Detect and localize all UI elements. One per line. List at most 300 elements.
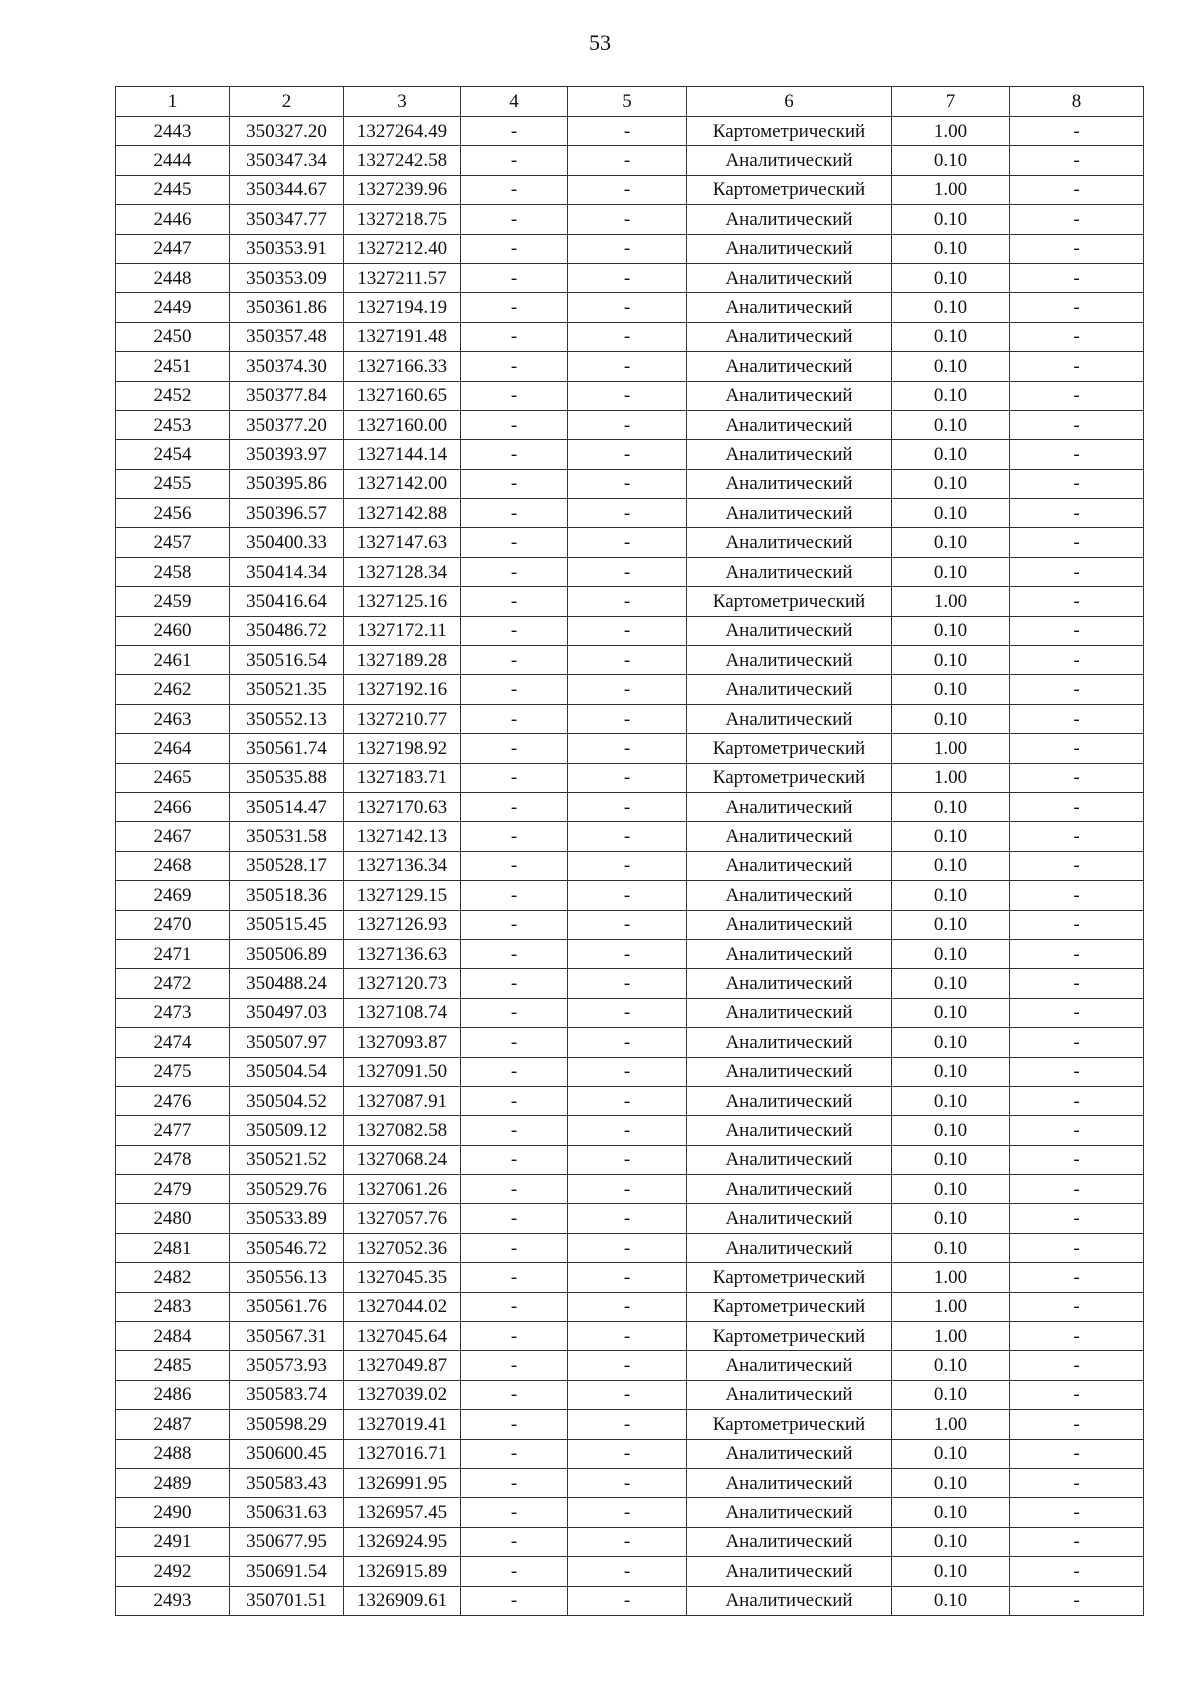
column-5-cell: - bbox=[568, 293, 687, 322]
accuracy-cell: 1.00 bbox=[892, 1292, 1010, 1321]
accuracy-cell: 0.10 bbox=[892, 675, 1010, 704]
y-coordinate-cell: 1327125.16 bbox=[344, 587, 461, 616]
table-row bbox=[116, 1351, 1144, 1380]
column-5-cell: - bbox=[568, 969, 687, 998]
x-coordinate-cell: 350600.45 bbox=[230, 1439, 344, 1468]
column-4-cell: - bbox=[461, 1116, 568, 1145]
column-4-cell: - bbox=[461, 1380, 568, 1409]
accuracy-cell: 0.10 bbox=[892, 1351, 1010, 1380]
column-4-cell: - bbox=[461, 1498, 568, 1527]
x-coordinate-cell: 350361.86 bbox=[230, 293, 344, 322]
column-5-cell: - bbox=[568, 1557, 687, 1586]
column-4-cell: - bbox=[461, 1410, 568, 1439]
point-number-cell: 2444 bbox=[116, 146, 230, 175]
y-coordinate-cell: 1327049.87 bbox=[344, 1351, 461, 1380]
column-8-cell: - bbox=[1010, 646, 1144, 675]
table-row bbox=[116, 1292, 1144, 1321]
column-5-cell: - bbox=[568, 998, 687, 1027]
x-coordinate-cell: 350414.34 bbox=[230, 557, 344, 586]
table-row bbox=[116, 528, 1144, 557]
column-4-cell: - bbox=[461, 1028, 568, 1057]
method-cell: Картометрический bbox=[687, 1322, 892, 1351]
column-4-cell: - bbox=[461, 1322, 568, 1351]
accuracy-cell: 0.10 bbox=[892, 1028, 1010, 1057]
method-cell: Аналитический bbox=[687, 1498, 892, 1527]
method-cell: Аналитический bbox=[687, 910, 892, 939]
column-8-cell: - bbox=[1010, 1175, 1144, 1204]
method-cell: Картометрический bbox=[687, 1410, 892, 1439]
x-coordinate-cell: 350561.74 bbox=[230, 734, 344, 763]
y-coordinate-cell: 1327218.75 bbox=[344, 205, 461, 234]
table-row bbox=[116, 616, 1144, 645]
column-8-cell: - bbox=[1010, 763, 1144, 792]
y-coordinate-cell: 1327144.14 bbox=[344, 440, 461, 469]
table-row bbox=[116, 381, 1144, 410]
method-cell: Аналитический bbox=[687, 205, 892, 234]
table-row bbox=[116, 1586, 1144, 1615]
column-5-cell: - bbox=[568, 1116, 687, 1145]
y-coordinate-cell: 1327170.63 bbox=[344, 792, 461, 821]
x-coordinate-cell: 350395.86 bbox=[230, 469, 344, 498]
column-4-cell: - bbox=[461, 263, 568, 292]
column-4-cell: - bbox=[461, 910, 568, 939]
y-coordinate-cell: 1327172.11 bbox=[344, 616, 461, 645]
column-5-cell: - bbox=[568, 587, 687, 616]
table-row bbox=[116, 1057, 1144, 1086]
column-4-cell: - bbox=[461, 499, 568, 528]
table-row bbox=[116, 998, 1144, 1027]
column-4-cell: - bbox=[461, 1439, 568, 1468]
column-4-cell: - bbox=[461, 1057, 568, 1086]
point-number-cell: 2465 bbox=[116, 763, 230, 792]
y-coordinate-cell: 1327039.02 bbox=[344, 1380, 461, 1409]
column-5-cell: - bbox=[568, 792, 687, 821]
column-header: 6 bbox=[687, 87, 892, 117]
y-coordinate-cell: 1327052.36 bbox=[344, 1233, 461, 1262]
column-8-cell: - bbox=[1010, 528, 1144, 557]
accuracy-cell: 0.10 bbox=[892, 352, 1010, 381]
method-cell: Картометрический bbox=[687, 1263, 892, 1292]
point-number-cell: 2451 bbox=[116, 352, 230, 381]
x-coordinate-cell: 350583.74 bbox=[230, 1380, 344, 1409]
method-cell: Аналитический bbox=[687, 1175, 892, 1204]
column-4-cell: - bbox=[461, 763, 568, 792]
column-8-cell: - bbox=[1010, 998, 1144, 1027]
x-coordinate-cell: 350374.30 bbox=[230, 352, 344, 381]
y-coordinate-cell: 1327136.34 bbox=[344, 851, 461, 880]
column-5-cell: - bbox=[568, 352, 687, 381]
x-coordinate-cell: 350327.20 bbox=[230, 117, 344, 146]
column-4-cell: - bbox=[461, 587, 568, 616]
method-cell: Аналитический bbox=[687, 1028, 892, 1057]
accuracy-cell: 0.10 bbox=[892, 616, 1010, 645]
column-8-cell: - bbox=[1010, 1233, 1144, 1262]
column-4-cell: - bbox=[461, 528, 568, 557]
method-cell: Картометрический bbox=[687, 734, 892, 763]
column-5-cell: - bbox=[568, 646, 687, 675]
column-8-cell: - bbox=[1010, 851, 1144, 880]
column-header: 4 bbox=[461, 87, 568, 117]
column-4-cell: - bbox=[461, 1351, 568, 1380]
accuracy-cell: 0.10 bbox=[892, 1468, 1010, 1497]
method-cell: Аналитический bbox=[687, 704, 892, 733]
x-coordinate-cell: 350497.03 bbox=[230, 998, 344, 1027]
accuracy-cell: 0.10 bbox=[892, 1233, 1010, 1262]
x-coordinate-cell: 350416.64 bbox=[230, 587, 344, 616]
column-4-cell: - bbox=[461, 469, 568, 498]
y-coordinate-cell: 1327198.92 bbox=[344, 734, 461, 763]
table-row bbox=[116, 1233, 1144, 1262]
column-5-cell: - bbox=[568, 1145, 687, 1174]
y-coordinate-cell: 1327194.19 bbox=[344, 293, 461, 322]
accuracy-cell: 0.10 bbox=[892, 440, 1010, 469]
table-row bbox=[116, 1468, 1144, 1497]
column-8-cell: - bbox=[1010, 734, 1144, 763]
column-8-cell: - bbox=[1010, 381, 1144, 410]
accuracy-cell: 0.10 bbox=[892, 1086, 1010, 1115]
x-coordinate-cell: 350521.52 bbox=[230, 1145, 344, 1174]
point-number-cell: 2468 bbox=[116, 851, 230, 880]
method-cell: Аналитический bbox=[687, 822, 892, 851]
column-8-cell: - bbox=[1010, 1145, 1144, 1174]
table-row bbox=[116, 1527, 1144, 1556]
accuracy-cell: 0.10 bbox=[892, 881, 1010, 910]
accuracy-cell: 0.10 bbox=[892, 1527, 1010, 1556]
x-coordinate-cell: 350561.76 bbox=[230, 1292, 344, 1321]
accuracy-cell: 0.10 bbox=[892, 822, 1010, 851]
column-8-cell: - bbox=[1010, 969, 1144, 998]
column-5-cell: - bbox=[568, 1057, 687, 1086]
accuracy-cell: 0.10 bbox=[892, 528, 1010, 557]
point-number-cell: 2470 bbox=[116, 910, 230, 939]
y-coordinate-cell: 1327093.87 bbox=[344, 1028, 461, 1057]
accuracy-cell: 0.10 bbox=[892, 1439, 1010, 1468]
column-4-cell: - bbox=[461, 1175, 568, 1204]
point-number-cell: 2486 bbox=[116, 1380, 230, 1409]
table-row bbox=[116, 587, 1144, 616]
accuracy-cell: 0.10 bbox=[892, 410, 1010, 439]
column-8-cell: - bbox=[1010, 1380, 1144, 1409]
x-coordinate-cell: 350347.34 bbox=[230, 146, 344, 175]
column-4-cell: - bbox=[461, 675, 568, 704]
column-5-cell: - bbox=[568, 1527, 687, 1556]
x-coordinate-cell: 350516.54 bbox=[230, 646, 344, 675]
y-coordinate-cell: 1327108.74 bbox=[344, 998, 461, 1027]
table-row bbox=[116, 175, 1144, 204]
method-cell: Аналитический bbox=[687, 440, 892, 469]
column-5-cell: - bbox=[568, 1586, 687, 1615]
point-number-cell: 2490 bbox=[116, 1498, 230, 1527]
table-row bbox=[116, 117, 1144, 146]
column-8-cell: - bbox=[1010, 1498, 1144, 1527]
column-4-cell: - bbox=[461, 381, 568, 410]
column-8-cell: - bbox=[1010, 1557, 1144, 1586]
accuracy-cell: 0.10 bbox=[892, 1204, 1010, 1233]
column-8-cell: - bbox=[1010, 1057, 1144, 1086]
column-4-cell: - bbox=[461, 792, 568, 821]
column-8-cell: - bbox=[1010, 1116, 1144, 1145]
column-8-cell: - bbox=[1010, 1410, 1144, 1439]
column-4-cell: - bbox=[461, 1557, 568, 1586]
method-cell: Аналитический bbox=[687, 969, 892, 998]
table-row bbox=[116, 263, 1144, 292]
method-cell: Аналитический bbox=[687, 1586, 892, 1615]
column-8-cell: - bbox=[1010, 322, 1144, 351]
y-coordinate-cell: 1326915.89 bbox=[344, 1557, 461, 1586]
column-8-cell: - bbox=[1010, 1351, 1144, 1380]
point-number-cell: 2492 bbox=[116, 1557, 230, 1586]
column-5-cell: - bbox=[568, 440, 687, 469]
y-coordinate-cell: 1327045.64 bbox=[344, 1322, 461, 1351]
column-8-cell: - bbox=[1010, 675, 1144, 704]
column-5-cell: - bbox=[568, 234, 687, 263]
column-5-cell: - bbox=[568, 322, 687, 351]
method-cell: Аналитический bbox=[687, 1116, 892, 1145]
accuracy-cell: 0.10 bbox=[892, 1116, 1010, 1145]
x-coordinate-cell: 350701.51 bbox=[230, 1586, 344, 1615]
point-number-cell: 2481 bbox=[116, 1233, 230, 1262]
y-coordinate-cell: 1327183.71 bbox=[344, 763, 461, 792]
y-coordinate-cell: 1327045.35 bbox=[344, 1263, 461, 1292]
table-row bbox=[116, 234, 1144, 263]
method-cell: Аналитический bbox=[687, 263, 892, 292]
column-5-cell: - bbox=[568, 1233, 687, 1262]
column-header: 8 bbox=[1010, 87, 1144, 117]
method-cell: Аналитический bbox=[687, 1351, 892, 1380]
column-5-cell: - bbox=[568, 1351, 687, 1380]
accuracy-cell: 0.10 bbox=[892, 381, 1010, 410]
column-4-cell: - bbox=[461, 234, 568, 263]
column-4-cell: - bbox=[461, 410, 568, 439]
column-4-cell: - bbox=[461, 117, 568, 146]
accuracy-cell: 0.10 bbox=[892, 939, 1010, 968]
accuracy-cell: 0.10 bbox=[892, 704, 1010, 733]
column-header: 1 bbox=[116, 87, 230, 117]
method-cell: Аналитический bbox=[687, 1086, 892, 1115]
column-5-cell: - bbox=[568, 734, 687, 763]
method-cell: Аналитический bbox=[687, 557, 892, 586]
x-coordinate-cell: 350488.24 bbox=[230, 969, 344, 998]
accuracy-cell: 1.00 bbox=[892, 1322, 1010, 1351]
column-8-cell: - bbox=[1010, 910, 1144, 939]
y-coordinate-cell: 1327120.73 bbox=[344, 969, 461, 998]
x-coordinate-cell: 350531.58 bbox=[230, 822, 344, 851]
column-4-cell: - bbox=[461, 1468, 568, 1497]
y-coordinate-cell: 1327264.49 bbox=[344, 117, 461, 146]
accuracy-cell: 0.10 bbox=[892, 1380, 1010, 1409]
point-number-cell: 2454 bbox=[116, 440, 230, 469]
point-number-cell: 2477 bbox=[116, 1116, 230, 1145]
column-5-cell: - bbox=[568, 822, 687, 851]
column-8-cell: - bbox=[1010, 263, 1144, 292]
column-4-cell: - bbox=[461, 1263, 568, 1292]
column-5-cell: - bbox=[568, 1204, 687, 1233]
point-number-cell: 2471 bbox=[116, 939, 230, 968]
y-coordinate-cell: 1327136.63 bbox=[344, 939, 461, 968]
y-coordinate-cell: 1327129.15 bbox=[344, 881, 461, 910]
point-number-cell: 2443 bbox=[116, 117, 230, 146]
method-cell: Аналитический bbox=[687, 293, 892, 322]
column-5-cell: - bbox=[568, 146, 687, 175]
column-5-cell: - bbox=[568, 1263, 687, 1292]
x-coordinate-cell: 350533.89 bbox=[230, 1204, 344, 1233]
column-8-cell: - bbox=[1010, 881, 1144, 910]
column-5-cell: - bbox=[568, 910, 687, 939]
column-4-cell: - bbox=[461, 969, 568, 998]
column-5-cell: - bbox=[568, 1086, 687, 1115]
y-coordinate-cell: 1327147.63 bbox=[344, 528, 461, 557]
y-coordinate-cell: 1326909.61 bbox=[344, 1586, 461, 1615]
table-row bbox=[116, 410, 1144, 439]
method-cell: Аналитический bbox=[687, 146, 892, 175]
column-5-cell: - bbox=[568, 1410, 687, 1439]
point-number-cell: 2457 bbox=[116, 528, 230, 557]
table-row bbox=[116, 1116, 1144, 1145]
column-5-cell: - bbox=[568, 1322, 687, 1351]
y-coordinate-cell: 1327242.58 bbox=[344, 146, 461, 175]
accuracy-cell: 0.10 bbox=[892, 146, 1010, 175]
point-number-cell: 2473 bbox=[116, 998, 230, 1027]
coordinates-table bbox=[115, 86, 1144, 1616]
table-row bbox=[116, 1175, 1144, 1204]
accuracy-cell: 0.10 bbox=[892, 646, 1010, 675]
method-cell: Аналитический bbox=[687, 1057, 892, 1086]
point-number-cell: 2474 bbox=[116, 1028, 230, 1057]
column-8-cell: - bbox=[1010, 704, 1144, 733]
y-coordinate-cell: 1327210.77 bbox=[344, 704, 461, 733]
point-number-cell: 2469 bbox=[116, 881, 230, 910]
table-row bbox=[116, 1028, 1144, 1057]
x-coordinate-cell: 350377.84 bbox=[230, 381, 344, 410]
table-row bbox=[116, 1439, 1144, 1468]
y-coordinate-cell: 1327091.50 bbox=[344, 1057, 461, 1086]
method-cell: Аналитический bbox=[687, 998, 892, 1027]
point-number-cell: 2483 bbox=[116, 1292, 230, 1321]
accuracy-cell: 0.10 bbox=[892, 792, 1010, 821]
table-row bbox=[116, 734, 1144, 763]
point-number-cell: 2456 bbox=[116, 499, 230, 528]
point-number-cell: 2463 bbox=[116, 704, 230, 733]
x-coordinate-cell: 350514.47 bbox=[230, 792, 344, 821]
table-row bbox=[116, 293, 1144, 322]
accuracy-cell: 0.10 bbox=[892, 1586, 1010, 1615]
table-row bbox=[116, 322, 1144, 351]
table-row bbox=[116, 763, 1144, 792]
y-coordinate-cell: 1327191.48 bbox=[344, 322, 461, 351]
table-row bbox=[116, 851, 1144, 880]
point-number-cell: 2453 bbox=[116, 410, 230, 439]
accuracy-cell: 0.10 bbox=[892, 1057, 1010, 1086]
column-8-cell: - bbox=[1010, 146, 1144, 175]
column-5-cell: - bbox=[568, 675, 687, 704]
point-number-cell: 2487 bbox=[116, 1410, 230, 1439]
y-coordinate-cell: 1327126.93 bbox=[344, 910, 461, 939]
column-4-cell: - bbox=[461, 175, 568, 204]
method-cell: Аналитический bbox=[687, 1204, 892, 1233]
point-number-cell: 2476 bbox=[116, 1086, 230, 1115]
column-5-cell: - bbox=[568, 557, 687, 586]
method-cell: Аналитический bbox=[687, 1380, 892, 1409]
method-cell: Аналитический bbox=[687, 352, 892, 381]
point-number-cell: 2460 bbox=[116, 616, 230, 645]
method-cell: Аналитический bbox=[687, 410, 892, 439]
x-coordinate-cell: 350583.43 bbox=[230, 1468, 344, 1497]
column-5-cell: - bbox=[568, 1380, 687, 1409]
column-4-cell: - bbox=[461, 1233, 568, 1262]
column-5-cell: - bbox=[568, 1175, 687, 1204]
column-8-cell: - bbox=[1010, 499, 1144, 528]
accuracy-cell: 0.10 bbox=[892, 998, 1010, 1027]
x-coordinate-cell: 350529.76 bbox=[230, 1175, 344, 1204]
table-row bbox=[116, 1322, 1144, 1351]
y-coordinate-cell: 1327211.57 bbox=[344, 263, 461, 292]
method-cell: Аналитический bbox=[687, 675, 892, 704]
method-cell: Картометрический bbox=[687, 1292, 892, 1321]
column-8-cell: - bbox=[1010, 410, 1144, 439]
column-5-cell: - bbox=[568, 1028, 687, 1057]
table-row bbox=[116, 969, 1144, 998]
point-number-cell: 2484 bbox=[116, 1322, 230, 1351]
column-4-cell: - bbox=[461, 1586, 568, 1615]
column-8-cell: - bbox=[1010, 616, 1144, 645]
column-4-cell: - bbox=[461, 734, 568, 763]
method-cell: Аналитический bbox=[687, 381, 892, 410]
accuracy-cell: 1.00 bbox=[892, 175, 1010, 204]
x-coordinate-cell: 350691.54 bbox=[230, 1557, 344, 1586]
accuracy-cell: 0.10 bbox=[892, 499, 1010, 528]
column-5-cell: - bbox=[568, 851, 687, 880]
column-4-cell: - bbox=[461, 822, 568, 851]
table-body bbox=[116, 117, 1144, 1616]
column-8-cell: - bbox=[1010, 1263, 1144, 1292]
column-5-cell: - bbox=[568, 499, 687, 528]
table-row bbox=[116, 1557, 1144, 1586]
y-coordinate-cell: 1326991.95 bbox=[344, 1468, 461, 1497]
column-header: 2 bbox=[230, 87, 344, 117]
column-8-cell: - bbox=[1010, 1204, 1144, 1233]
x-coordinate-cell: 350552.13 bbox=[230, 704, 344, 733]
column-8-cell: - bbox=[1010, 1292, 1144, 1321]
column-4-cell: - bbox=[461, 205, 568, 234]
x-coordinate-cell: 350535.88 bbox=[230, 763, 344, 792]
y-coordinate-cell: 1327239.96 bbox=[344, 175, 461, 204]
x-coordinate-cell: 350506.89 bbox=[230, 939, 344, 968]
table-header-row bbox=[116, 87, 1144, 117]
x-coordinate-cell: 350631.63 bbox=[230, 1498, 344, 1527]
point-number-cell: 2482 bbox=[116, 1263, 230, 1292]
method-cell: Аналитический bbox=[687, 792, 892, 821]
column-5-cell: - bbox=[568, 381, 687, 410]
method-cell: Аналитический bbox=[687, 1233, 892, 1262]
x-coordinate-cell: 350598.29 bbox=[230, 1410, 344, 1439]
method-cell: Аналитический bbox=[687, 1439, 892, 1468]
column-4-cell: - bbox=[461, 1204, 568, 1233]
point-number-cell: 2462 bbox=[116, 675, 230, 704]
x-coordinate-cell: 350353.09 bbox=[230, 263, 344, 292]
table-row bbox=[116, 792, 1144, 821]
y-coordinate-cell: 1327087.91 bbox=[344, 1086, 461, 1115]
accuracy-cell: 0.10 bbox=[892, 969, 1010, 998]
point-number-cell: 2458 bbox=[116, 557, 230, 586]
point-number-cell: 2461 bbox=[116, 646, 230, 675]
accuracy-cell: 0.10 bbox=[892, 322, 1010, 351]
x-coordinate-cell: 350546.72 bbox=[230, 1233, 344, 1262]
column-header: 5 bbox=[568, 87, 687, 117]
column-4-cell: - bbox=[461, 851, 568, 880]
point-number-cell: 2472 bbox=[116, 969, 230, 998]
column-4-cell: - bbox=[461, 1527, 568, 1556]
y-coordinate-cell: 1327057.76 bbox=[344, 1204, 461, 1233]
